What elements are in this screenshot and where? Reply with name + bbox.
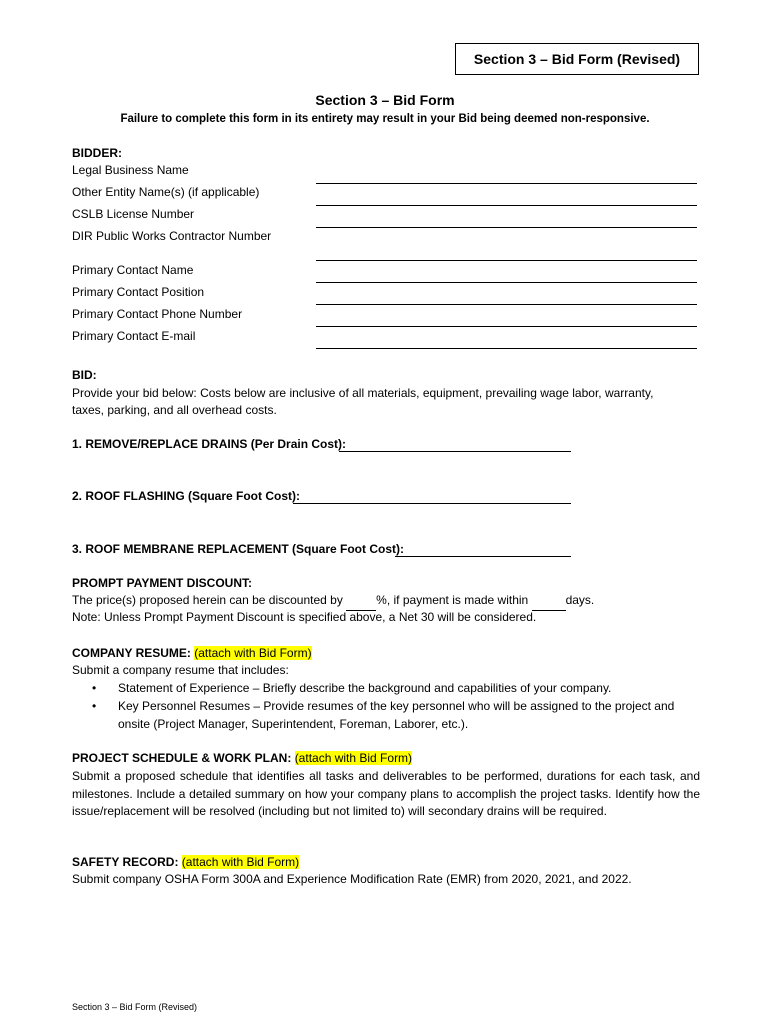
payment-days-blank[interactable] [532,592,566,611]
company-resume-intro: Submit a company resume that includes: [72,663,289,677]
prompt-payment-line1 [72,592,594,611]
bid-line-membrane[interactable] [395,556,571,557]
safety-heading: SAFETY RECORD: [72,855,182,869]
bidder-heading: BIDDER: [72,146,122,160]
company-resume-bullet-personnel: Key Personnel Resumes – Provide resumes of the key personnel who will be assigned to the project and onsite (Project Manager, Superintendent, Foreman, Laborer, etc.). [118,699,675,731]
field-line-contact-position[interactable] [316,304,697,305]
company-resume-heading-line [72,645,312,663]
bid-line-flashing[interactable] [293,503,571,504]
prompt-payment-text-c: days. [565,593,595,607]
safety-body: Submit company OSHA Form 300A and Experience Modification Rate (EMR) from 2020, 2021, and 2022. [72,872,632,886]
page-subtitle: Failure to complete this form in its entirety may result in your Bid being deemed non-responsive. [120,113,650,125]
page-title: Section 3 – Bid Form [315,92,455,108]
discount-percent-blank[interactable] [346,592,376,611]
field-line-legal-business-name[interactable] [316,183,697,184]
schedule-body: Submit a proposed schedule that identifies all tasks and deliverables to be performed, durations for each task, and milestones. Include a detailed summary on how your company plans to accomplish the project tasks. Identify how the issue/replacement will be resolved (including but not limited to) will secondary drains will be required. [72,769,700,818]
page-footer: Section 3 – Bid Form (Revised) [72,1002,198,1012]
field-line-dir-number[interactable] [316,260,697,261]
field-label-contact-position: Primary Contact Position [72,285,205,299]
header-box [455,43,699,75]
field-label-contact-email: Primary Contact E-mail [72,329,196,343]
bid-item-membrane: 3. ROOF MEMBRANE REPLACEMENT (Square Foot Cost): [72,542,404,556]
schedule-attach-note: (attach with Bid Form) [294,751,413,765]
field-line-contact-name[interactable] [316,282,697,283]
bid-line-drains[interactable] [339,451,571,452]
prompt-payment-text-b: %, if payment is made within [376,593,532,607]
field-line-other-entity-name[interactable] [316,205,697,206]
field-label-legal-business-name: Legal Business Name [72,163,189,177]
prompt-payment-heading: PROMPT PAYMENT DISCOUNT: [72,576,253,590]
field-label-other-entity-name: Other Entity Name(s) (if applicable) [72,185,260,199]
field-line-contact-email[interactable] [316,348,697,349]
bid-item-flashing: 2. ROOF FLASHING (Square Foot Cost): [72,489,300,503]
bid-intro-line2: taxes, parking, and all overhead costs. [72,403,277,417]
prompt-payment-note: Note: Unless Prompt Payment Discount is specified above, a Net 30 will be considered. [72,610,537,624]
safety-attach-note: (attach with Bid Form) [181,855,300,869]
field-label-cslb-license: CSLB License Number [72,207,195,221]
safety-heading-line [72,854,299,872]
schedule-heading: PROJECT SCHEDULE & WORK PLAN: [72,751,295,765]
bid-intro-line1: Provide your bid below: Costs below are inclusive of all materials, equipment, prevailing wage labor, warranty, [72,386,654,400]
field-label-contact-phone: Primary Contact Phone Number [72,307,243,321]
field-label-dir-number: DIR Public Works Contractor Number [72,229,272,243]
bullet-icon: • [92,699,97,713]
schedule-heading-line [72,750,412,768]
header-box-text: Section 3 – Bid Form (Revised) [473,51,681,67]
field-line-cslb-license[interactable] [316,227,697,228]
bid-item-drains: 1. REMOVE/REPLACE DRAINS (Per Drain Cost): [72,437,347,451]
field-line-contact-phone[interactable] [316,326,697,327]
prompt-payment-text-a: The price(s) proposed herein can be discounted by [72,593,347,607]
bid-heading: BID: [72,368,97,382]
company-resume-attach-note: (attach with Bid Form) [194,646,312,660]
company-resume-bullet-experience: Statement of Experience – Briefly describe the background and capabilities of your company. [118,681,612,695]
company-resume-heading: COMPANY RESUME: [72,646,195,660]
field-label-contact-name: Primary Contact Name [72,263,194,277]
bullet-icon: • [92,681,97,695]
